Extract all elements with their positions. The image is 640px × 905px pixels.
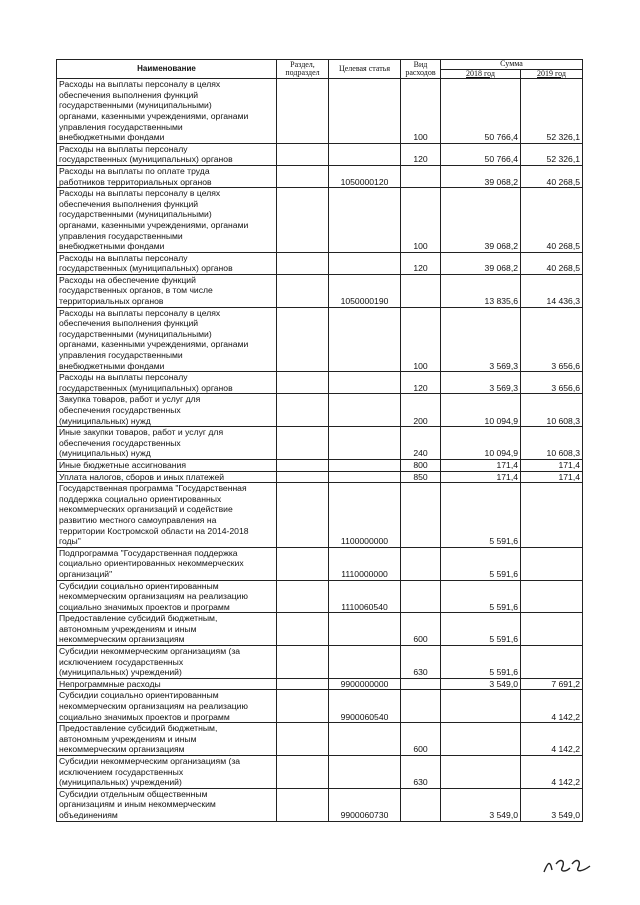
header-2018: 2018 год xyxy=(441,69,521,79)
cell-name: Расходы на обеспечение функций государственных органов, в том числе территориальных органов xyxy=(57,274,277,307)
cell-kind: 630 xyxy=(401,646,441,679)
cell-2019: 10 608,3 xyxy=(521,394,583,427)
cell-section xyxy=(277,678,329,690)
cell-section xyxy=(277,188,329,253)
cell-section xyxy=(277,788,329,821)
header-target: Целевая статья xyxy=(329,60,401,79)
table-row xyxy=(57,252,583,274)
table-row xyxy=(57,690,583,723)
cell-2018: 171,4 xyxy=(441,471,521,483)
cell-kind: 800 xyxy=(401,459,441,471)
table-body xyxy=(57,79,583,821)
cell-section xyxy=(277,427,329,460)
cell-2018: 10 094,9 xyxy=(441,427,521,460)
cell-section xyxy=(277,143,329,165)
table-row xyxy=(57,613,583,646)
cell-2019: 3 656,6 xyxy=(521,307,583,372)
cell-target xyxy=(329,372,401,394)
cell-2019 xyxy=(521,613,583,646)
cell-name: Расходы на выплаты по оплате труда работников территориальных органов xyxy=(57,165,277,187)
table-row xyxy=(57,547,583,580)
cell-2019 xyxy=(521,483,583,548)
cell-section xyxy=(277,483,329,548)
cell-section xyxy=(277,165,329,187)
cell-2018: 3 569,3 xyxy=(441,372,521,394)
cell-kind xyxy=(401,580,441,613)
cell-section xyxy=(277,646,329,679)
cell-target xyxy=(329,307,401,372)
cell-2019: 4 142,2 xyxy=(521,723,583,756)
cell-kind xyxy=(401,788,441,821)
cell-name: Подпрограмма "Государственная поддержка социально ориентированных некоммерческих организаций" xyxy=(57,547,277,580)
cell-section xyxy=(277,79,329,144)
table-row xyxy=(57,756,583,789)
cell-target xyxy=(329,459,401,471)
cell-kind: 630 xyxy=(401,756,441,789)
header-name: Наименование xyxy=(57,60,277,79)
cell-2019: 40 268,5 xyxy=(521,165,583,187)
cell-2018: 3 549,0 xyxy=(441,788,521,821)
cell-2018 xyxy=(441,723,521,756)
cell-kind xyxy=(401,483,441,548)
cell-name: Непрограммные расходы xyxy=(57,678,277,690)
cell-2018: 50 766,4 xyxy=(441,79,521,144)
table-row xyxy=(57,188,583,253)
cell-section xyxy=(277,394,329,427)
table-row xyxy=(57,580,583,613)
cell-target: 9900060730 xyxy=(329,788,401,821)
table-row xyxy=(57,723,583,756)
cell-kind: 200 xyxy=(401,394,441,427)
cell-name: Расходы на выплаты персоналу в целях обеспечения выполнения функций государственными (муниципальными) органами, казенными учреждениями, органами управления государственными внебюджетными фондами xyxy=(57,79,277,144)
page-number-handwritten xyxy=(540,850,600,880)
header-2019: 2019 год xyxy=(521,69,583,79)
cell-name: Субсидии отдельным общественным организациям и иным некоммерческим объединениям xyxy=(57,788,277,821)
table-row xyxy=(57,788,583,821)
cell-2019: 10 608,3 xyxy=(521,427,583,460)
cell-2018 xyxy=(441,756,521,789)
cell-section xyxy=(277,547,329,580)
cell-2018: 10 094,9 xyxy=(441,394,521,427)
cell-name: Расходы на выплаты персоналу в целях обеспечения выполнения функций государственными (муниципальными) органами, казенными учреждениями, органами управления государственными внебюджетными фондами xyxy=(57,188,277,253)
cell-kind: 120 xyxy=(401,372,441,394)
cell-section xyxy=(277,459,329,471)
cell-name: Уплата налогов, сборов и иных платежей xyxy=(57,471,277,483)
cell-2019 xyxy=(521,646,583,679)
cell-target: 1110000000 xyxy=(329,547,401,580)
cell-2018: 5 591,6 xyxy=(441,613,521,646)
table-row xyxy=(57,165,583,187)
cell-2018: 5 591,6 xyxy=(441,483,521,548)
cell-name: Субсидии некоммерческим организациям (за исключением государственных (муниципальных) учреждений) xyxy=(57,756,277,789)
cell-name: Государственная программа "Государственная поддержка социально ориентированных некоммерческих организаций и содействие развитию местного самоуправления на территории Костромской области на 2014-2018 годы" xyxy=(57,483,277,548)
cell-target xyxy=(329,427,401,460)
cell-kind: 600 xyxy=(401,723,441,756)
cell-kind: 120 xyxy=(401,143,441,165)
cell-name: Расходы на выплаты персоналу в целях обеспечения выполнения функций государственными (муниципальными) органами, казенными учреждениями, органами управления государственными внебюджетными фондами xyxy=(57,307,277,372)
cell-target xyxy=(329,394,401,427)
cell-name: Иные бюджетные ассигнования xyxy=(57,459,277,471)
table-row xyxy=(57,483,583,548)
cell-kind xyxy=(401,274,441,307)
cell-name: Расходы на выплаты персоналу государственных (муниципальных) органов xyxy=(57,372,277,394)
cell-2019: 14 436,3 xyxy=(521,274,583,307)
cell-2019: 4 142,2 xyxy=(521,756,583,789)
cell-2018: 5 591,6 xyxy=(441,580,521,613)
table-row xyxy=(57,678,583,690)
table-row xyxy=(57,307,583,372)
cell-name: Иные закупки товаров, работ и услуг для обеспечения государственных (муниципальных) нужд xyxy=(57,427,277,460)
cell-kind: 100 xyxy=(401,79,441,144)
cell-2019: 3 656,6 xyxy=(521,372,583,394)
table-row xyxy=(57,394,583,427)
cell-target: 1050000190 xyxy=(329,274,401,307)
cell-kind: 100 xyxy=(401,307,441,372)
cell-2019: 3 549,0 xyxy=(521,788,583,821)
cell-target: 9900000000 xyxy=(329,678,401,690)
cell-name: Расходы на выплаты персоналу государственных (муниципальных) органов xyxy=(57,143,277,165)
cell-kind: 240 xyxy=(401,427,441,460)
cell-kind xyxy=(401,678,441,690)
cell-kind: 120 xyxy=(401,252,441,274)
cell-target xyxy=(329,79,401,144)
cell-2019 xyxy=(521,547,583,580)
cell-section xyxy=(277,723,329,756)
cell-section xyxy=(277,756,329,789)
cell-section xyxy=(277,372,329,394)
cell-2018: 39 068,2 xyxy=(441,188,521,253)
cell-target xyxy=(329,613,401,646)
header-section: Раздел, подраздел xyxy=(277,60,329,79)
cell-target xyxy=(329,471,401,483)
cell-target xyxy=(329,723,401,756)
cell-target xyxy=(329,252,401,274)
cell-name: Предоставление субсидий бюджетным, автономным учреждениям и иным некоммерческим организациям xyxy=(57,723,277,756)
cell-section xyxy=(277,274,329,307)
cell-2019: 171,4 xyxy=(521,459,583,471)
cell-2019: 40 268,5 xyxy=(521,188,583,253)
cell-section xyxy=(277,613,329,646)
cell-name: Субсидии некоммерческим организациям (за исключением государственных (муниципальных) учреждений) xyxy=(57,646,277,679)
table-row xyxy=(57,274,583,307)
cell-section xyxy=(277,690,329,723)
cell-kind: 100 xyxy=(401,188,441,253)
table-row xyxy=(57,372,583,394)
header-sum: Сумма xyxy=(441,60,583,70)
table-row xyxy=(57,646,583,679)
cell-2018: 13 835,6 xyxy=(441,274,521,307)
cell-2018: 3 549,0 xyxy=(441,678,521,690)
cell-section xyxy=(277,252,329,274)
table-row xyxy=(57,143,583,165)
cell-target: 1100000000 xyxy=(329,483,401,548)
header-kind: Вид расходов xyxy=(401,60,441,79)
cell-2019: 40 268,5 xyxy=(521,252,583,274)
cell-kind: 600 xyxy=(401,613,441,646)
cell-target xyxy=(329,646,401,679)
table-row xyxy=(57,471,583,483)
cell-name: Субсидии социально ориентированным некоммерческим организациям на реализацию социально значимых проектов и программ xyxy=(57,690,277,723)
cell-2018: 5 591,6 xyxy=(441,547,521,580)
cell-name: Субсидии социально ориентированным некоммерческим организациям на реализацию социально значимых проектов и программ xyxy=(57,580,277,613)
cell-2019: 52 326,1 xyxy=(521,79,583,144)
budget-table xyxy=(56,59,583,822)
cell-name: Расходы на выплаты персоналу государственных (муниципальных) органов xyxy=(57,252,277,274)
cell-2018: 50 766,4 xyxy=(441,143,521,165)
cell-2019: 171,4 xyxy=(521,471,583,483)
cell-name: Закупка товаров, работ и услуг для обеспечения государственных (муниципальных) нужд xyxy=(57,394,277,427)
cell-target xyxy=(329,143,401,165)
table-row xyxy=(57,427,583,460)
table-row xyxy=(57,79,583,144)
cell-target: 1110060540 xyxy=(329,580,401,613)
cell-kind xyxy=(401,547,441,580)
cell-2018: 171,4 xyxy=(441,459,521,471)
cell-2019: 4 142,2 xyxy=(521,690,583,723)
cell-kind: 850 xyxy=(401,471,441,483)
cell-2018: 5 591,6 xyxy=(441,646,521,679)
cell-kind xyxy=(401,165,441,187)
cell-2018: 39 068,2 xyxy=(441,165,521,187)
cell-target xyxy=(329,188,401,253)
cell-2019: 7 691,2 xyxy=(521,678,583,690)
cell-section xyxy=(277,580,329,613)
cell-section xyxy=(277,307,329,372)
table-row xyxy=(57,459,583,471)
cell-name: Предоставление субсидий бюджетным, автономным учреждениям и иным некоммерческим организациям xyxy=(57,613,277,646)
cell-target: 1050000120 xyxy=(329,165,401,187)
cell-2018: 3 569,3 xyxy=(441,307,521,372)
cell-2019 xyxy=(521,580,583,613)
cell-2019: 52 326,1 xyxy=(521,143,583,165)
cell-section xyxy=(277,471,329,483)
cell-target xyxy=(329,756,401,789)
cell-2018: 39 068,2 xyxy=(441,252,521,274)
cell-target: 9900060540 xyxy=(329,690,401,723)
cell-kind xyxy=(401,690,441,723)
cell-2018 xyxy=(441,690,521,723)
